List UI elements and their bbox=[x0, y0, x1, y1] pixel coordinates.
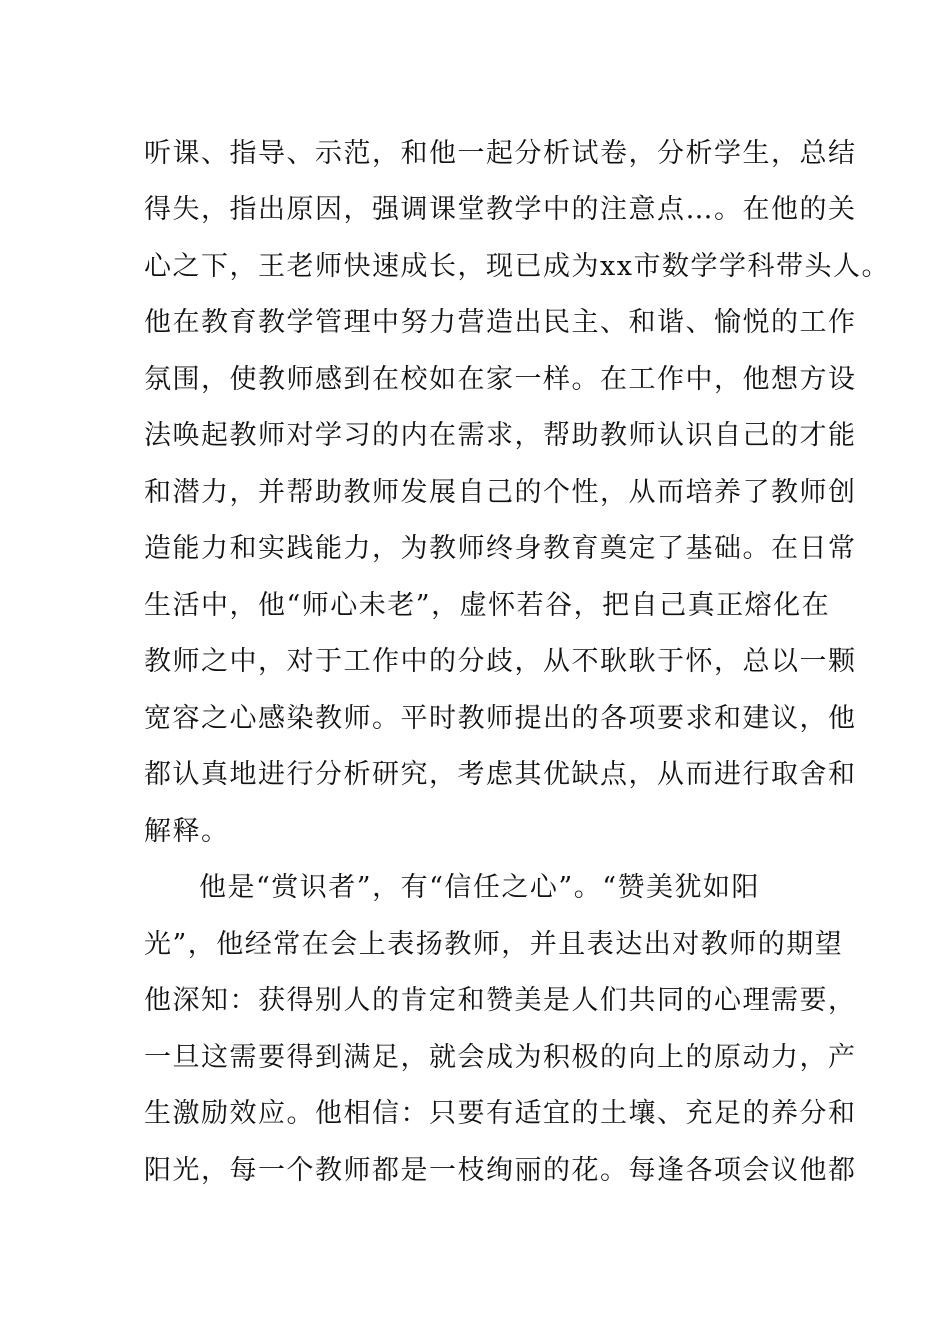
text-line: 得失，指出原因，强调课堂教学中的注意点…。在他的关 bbox=[144, 194, 857, 225]
text-line: 宽容之心感染教师。平时教师提出的各项要求和建议，他 bbox=[144, 703, 857, 734]
text-line: 氛围，使教师感到在校如在家一样。在工作中，他想方设 bbox=[144, 364, 857, 395]
text-line: 造能力和实践能力，为教师终身教育奠定了基础。在日常 bbox=[144, 533, 857, 564]
text-line: 教师之中，对于工作中的分歧，从不耿耿于怀，总以一颗 bbox=[144, 646, 857, 677]
text-line: 他在教育教学管理中努力营造出民主、和谐、愉悦的工作 bbox=[144, 307, 857, 338]
text-line: 阳光，每一个教师都是一枝绚丽的花。每逢各项会议他都 bbox=[144, 1155, 857, 1186]
paragraph-start-line: 他是“赏识者”，有“信任之心”。“赞美犹如阳 bbox=[199, 872, 761, 903]
text-line: 一旦这需要得到满足，就会成为积极的向上的原动力，产 bbox=[144, 1042, 857, 1073]
text-line: 解释。 bbox=[144, 816, 230, 847]
text-line: 光”，他经常在会上表扬教师，并且表达出对教师的期望 bbox=[144, 929, 844, 960]
text-line: 听课、指导、示范，和他一起分析试卷，分析学生，总结 bbox=[144, 138, 857, 169]
text-line: 他深知：获得别人的肯定和赞美是人们共同的心理需要， bbox=[144, 985, 857, 1016]
text-line: 法唤起教师对学习的内在需求，帮助教师认识自己的才能 bbox=[144, 420, 857, 451]
text-line: 生活中，他“师心未老”，虚怀若谷，把自己真正熔化在 bbox=[144, 590, 831, 621]
text-line: 心之下，王老师快速成长，现已成为xx市数学学科带头人。 bbox=[144, 251, 890, 282]
text-line: 都认真地进行分析研究，考虑其优缺点，从而进行取舍和 bbox=[144, 759, 857, 790]
text-line: 和潜力，并帮助教师发展自己的个性，从而培养了教师创 bbox=[144, 477, 857, 508]
text-line: 生激励效应。他相信：只要有适宜的土壤、充足的养分和 bbox=[144, 1098, 857, 1129]
